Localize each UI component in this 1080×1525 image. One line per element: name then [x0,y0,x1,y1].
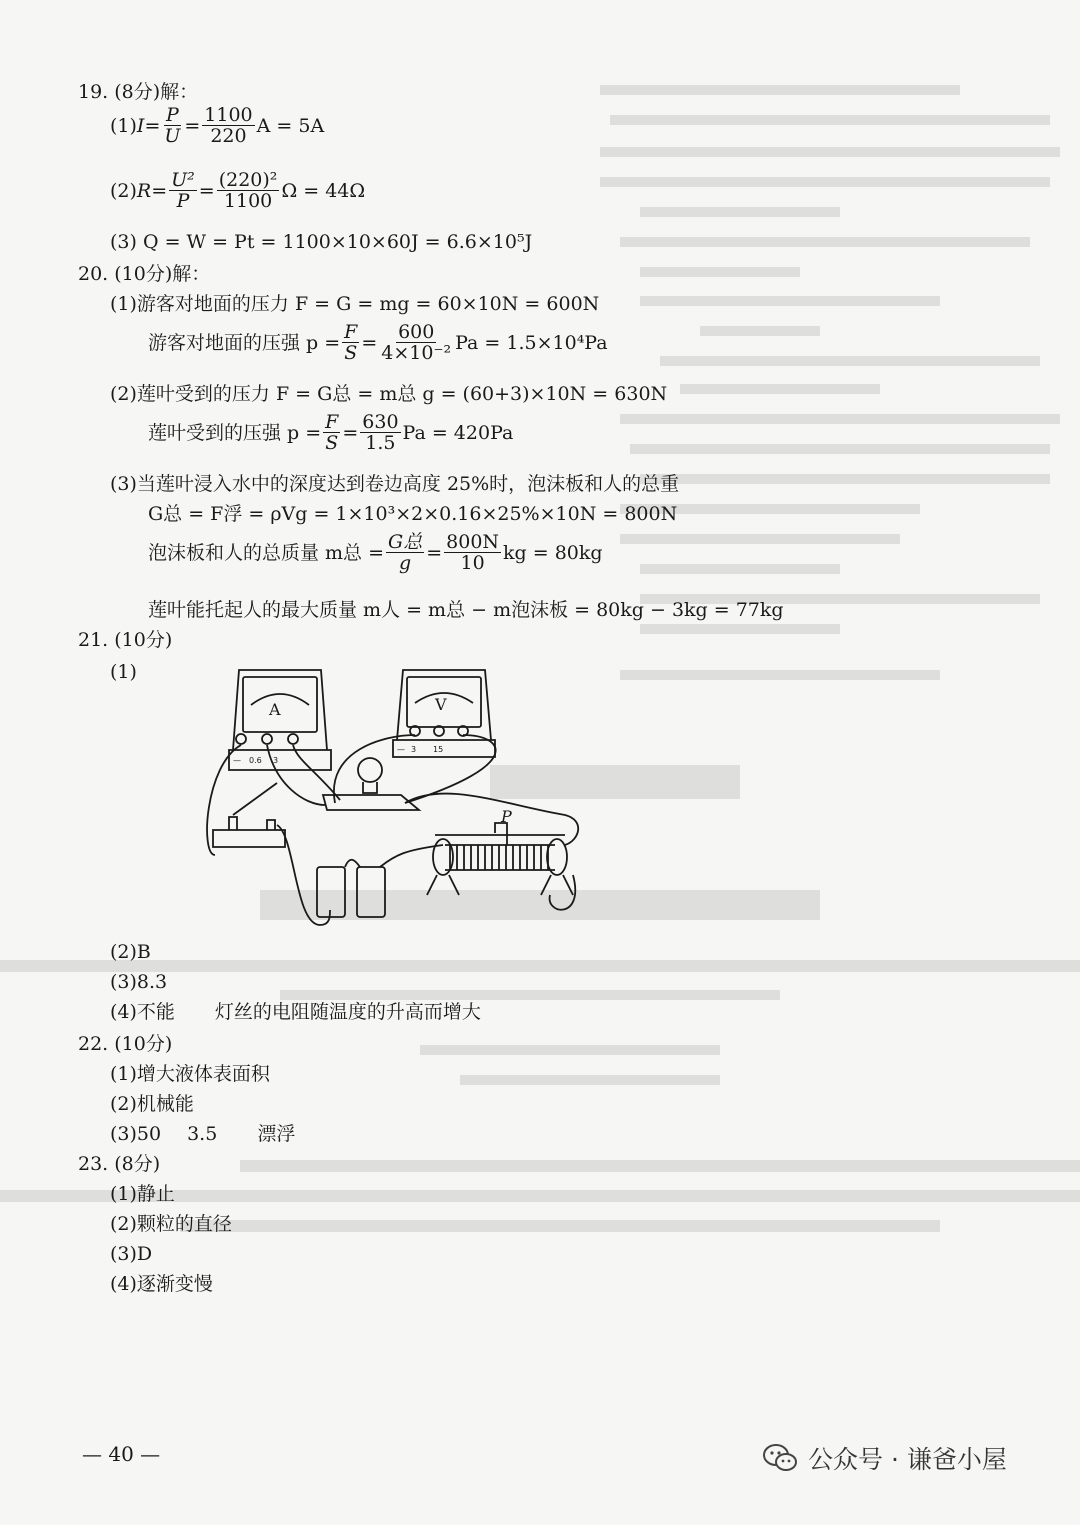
q19-heading: 19. (8分)解： [78,81,199,103]
q20-part3-line4: 莲叶能托起人的最大质量 m人 = m总 − m泡沫板 = 80kg − 3kg = 77kg [148,599,784,621]
ammeter-terminal-minus: — [233,756,241,765]
q20-part3-line2: G总 = F浮 = ρVg = 1×10³×2×0.16×25%×10N = 800N [148,503,678,525]
q19-part3: (3) Q = W = Pt = 1100×10×60J = 6.6×10⁵J [110,231,533,253]
q23-part4: (4)逐渐变慢 [110,1273,213,1295]
q22-heading: 22. (10分) [78,1033,173,1055]
page-number: — 40 — [82,1442,161,1466]
q19-part1: (1) I = $\frac{P}{U}$ = $\frac{1100}{220}$ A = 5A [110,104,325,147]
q21-part3: (3)8.3 [110,971,168,993]
q22-part1: (1)增大液体表面积 [110,1063,270,1085]
q21-part2: (2)B [110,941,151,963]
q20-part2-line2: 莲叶受到的压强 p = $\frac{F}{S}$ = $\frac{630}{1.5}$ Pa = 420Pa [148,411,514,454]
q23-part2: (2)颗粒的直径 [110,1213,232,1235]
q21-part4: (4)不能 灯丝的电阻随温度的升高而增大 [110,1001,481,1023]
voltmeter-terminal-3: 3 [411,745,417,754]
q20-part1-line2: 游客对地面的压强 p = $\frac{F}{S}$ = $\frac{600}{\text{4×10⁻²}}$ Pa = 1.5×10⁴Pa [148,321,608,364]
ammeter-terminal-06: 0.6 [249,756,262,765]
ammeter-icon [229,670,331,770]
circuit-diagram [205,655,595,940]
voltmeter-terminal-minus: — [397,745,405,754]
q22-part3: (3)50 3.5 漂浮 [110,1123,296,1145]
q21-heading: 21. (10分) [78,629,173,651]
battery-icon [317,867,385,917]
q22-part2: (2)机械能 [110,1093,194,1115]
ammeter-label: A [269,700,281,719]
q19-part2: (2) R = $\frac{\text{U²}}{P}$ = $\frac{\text{(220)²}}{1100}$ Ω = 44Ω [110,169,366,212]
rheostat-slider-label: P [501,807,512,826]
watermark: 公众号 · 谦爸小屋 [762,1440,1007,1476]
q20-heading: 20. (10分)解： [78,263,211,285]
q20-part2-line1: (2)莲叶受到的压力 F = G总 = m总 g = (60+3)×10N = 630N [110,383,668,405]
q21-part1-label: (1) [110,661,137,683]
wechat-icon [762,1443,798,1473]
ammeter-terminal-3: 3 [273,756,279,765]
rheostat-icon [427,823,573,895]
q20-part1-line1: (1)游客对地面的压力 F = G = mg = 60×10N = 600N [110,293,600,315]
voltmeter-terminal-15: 15 [433,745,444,754]
voltmeter-label: V [435,695,447,714]
q23-part1: (1)静止 [110,1183,175,1205]
q20-part3-line1: (3)当莲叶浸入水中的深度达到卷边高度 25%时，泡沫板和人的总重 [110,473,680,495]
q23-heading: 23. (8分) [78,1153,161,1175]
q23-part3: (3)D [110,1243,153,1265]
q20-part3-line3: 泡沫板和人的总质量 m总 = $\frac{\text{G总}}{g}$ = $\frac{800N}{10}$ kg = 80kg [148,531,603,574]
switch-icon [213,783,285,847]
